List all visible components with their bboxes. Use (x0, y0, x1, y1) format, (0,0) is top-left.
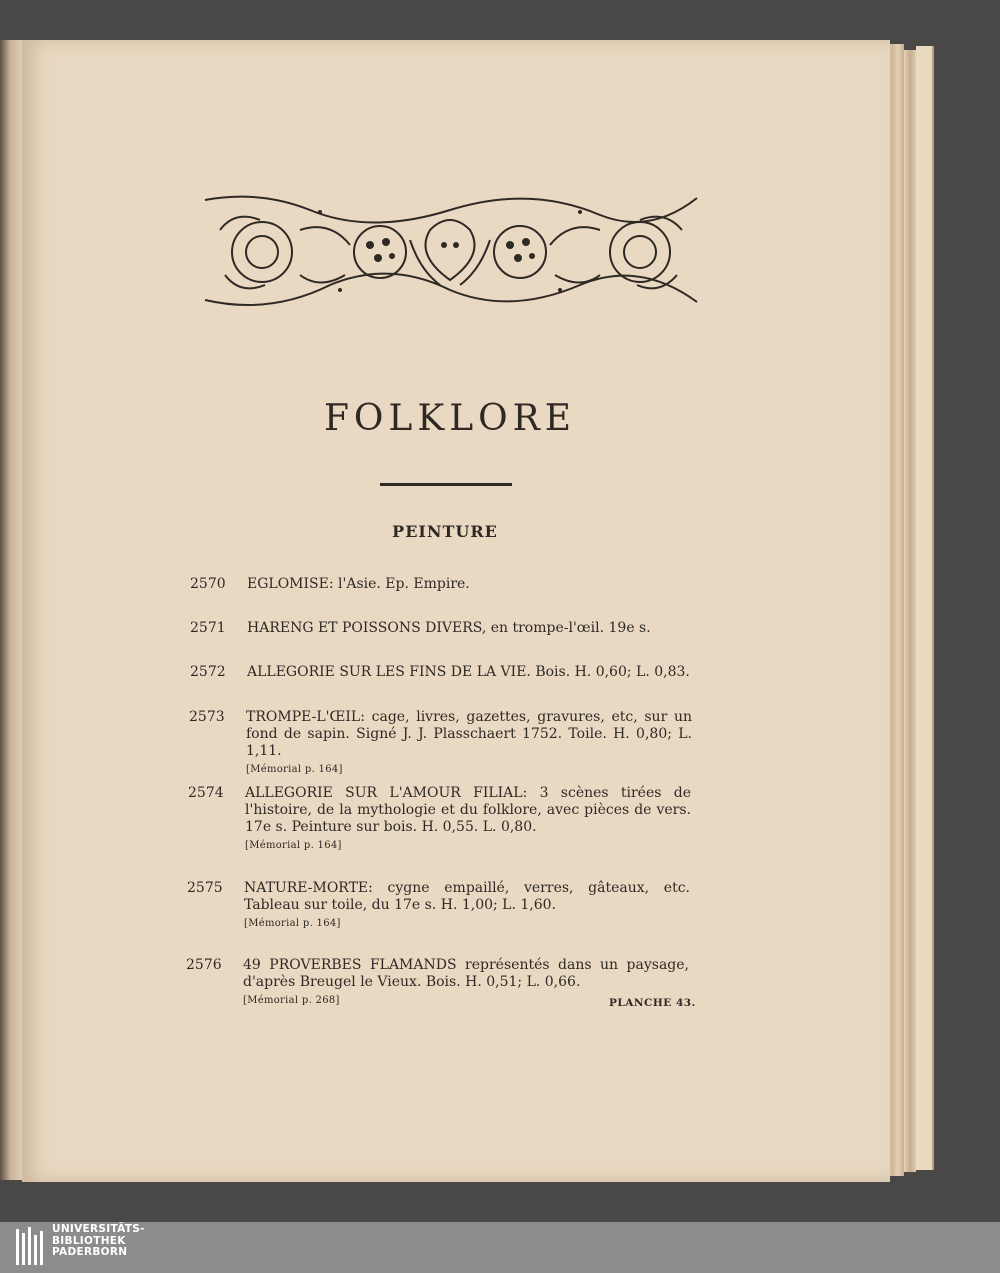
ornamental-headpiece-icon (200, 190, 702, 310)
entry-number: 2575 (187, 880, 223, 896)
section-heading: PEINTURE (392, 522, 498, 541)
entry-text: HARENG ET POISSONS DIVERS, en trompe-l'œil. 19e s. (247, 620, 651, 636)
title-rule (380, 483, 512, 486)
entry-text: EGLOMISE: l'Asie. Ep. Empire. (247, 576, 470, 592)
library-logo-icon (14, 1225, 46, 1269)
library-name-line: PADERBORN (52, 1246, 128, 1258)
library-name-line: BIBLIOTHEK (52, 1234, 126, 1247)
memorial-reference: [Mémorial p. 268] (243, 995, 340, 1006)
entry-text: NATURE-MORTE: cygne empaillé, verres, gâteaux, etc. Tableau sur toile, du 17e s. H. 1,00; L. 1,60. (244, 880, 690, 913)
entry-text: TROMPE-L'ŒIL: cage, livres, gazettes, gravures, etc, sur un fond de sapin. Signé J. J. Plasschaert 1752. Toile. H. 0,80; L. 1,11. (246, 709, 692, 759)
entry-text: ALLEGORIE SUR LES FINS DE LA VIE. Bois. H. 0,60; L. 0,83. (247, 664, 690, 680)
entry-number: 2574 (188, 785, 224, 801)
library-name (52, 1224, 145, 1259)
plate-reference: PLANCHE 43. (609, 997, 696, 1009)
entry-number: 2570 (190, 576, 226, 592)
entry-number: 2573 (189, 709, 225, 725)
entry-body (246, 709, 692, 778)
entry-text: ALLEGORIE SUR L'AMOUR FILIAL: 3 scènes tirées de l'histoire, de la mythologie et du folklore, avec pièces de vers. 17e s. Peinture sur bois. H. 0,55. L. 0,80. (245, 785, 691, 835)
memorial-reference: [Mémorial p. 164] (244, 918, 341, 929)
library-footer (0, 1222, 1000, 1273)
entry-number: 2571 (190, 620, 226, 636)
library-name-line: UNIVERSITÄTS- (52, 1223, 145, 1235)
page-edge-outer (916, 46, 934, 1170)
entry-body (245, 785, 691, 854)
memorial-reference: [Mémorial p. 164] (246, 764, 343, 775)
page-title: FOLKLORE (323, 398, 577, 439)
page-edge-middle (904, 50, 916, 1172)
entry-body (244, 880, 690, 932)
entry-number: 2572 (190, 664, 226, 680)
entry-number: 2576 (186, 957, 222, 973)
entry-text: 49 PROVERBES FLAMANDS représentés dans un paysage, d'après Breugel le Vieux. Bois. H. 0,51; L. 0,66. (243, 957, 689, 990)
memorial-reference: [Mémorial p. 164] (245, 840, 342, 851)
